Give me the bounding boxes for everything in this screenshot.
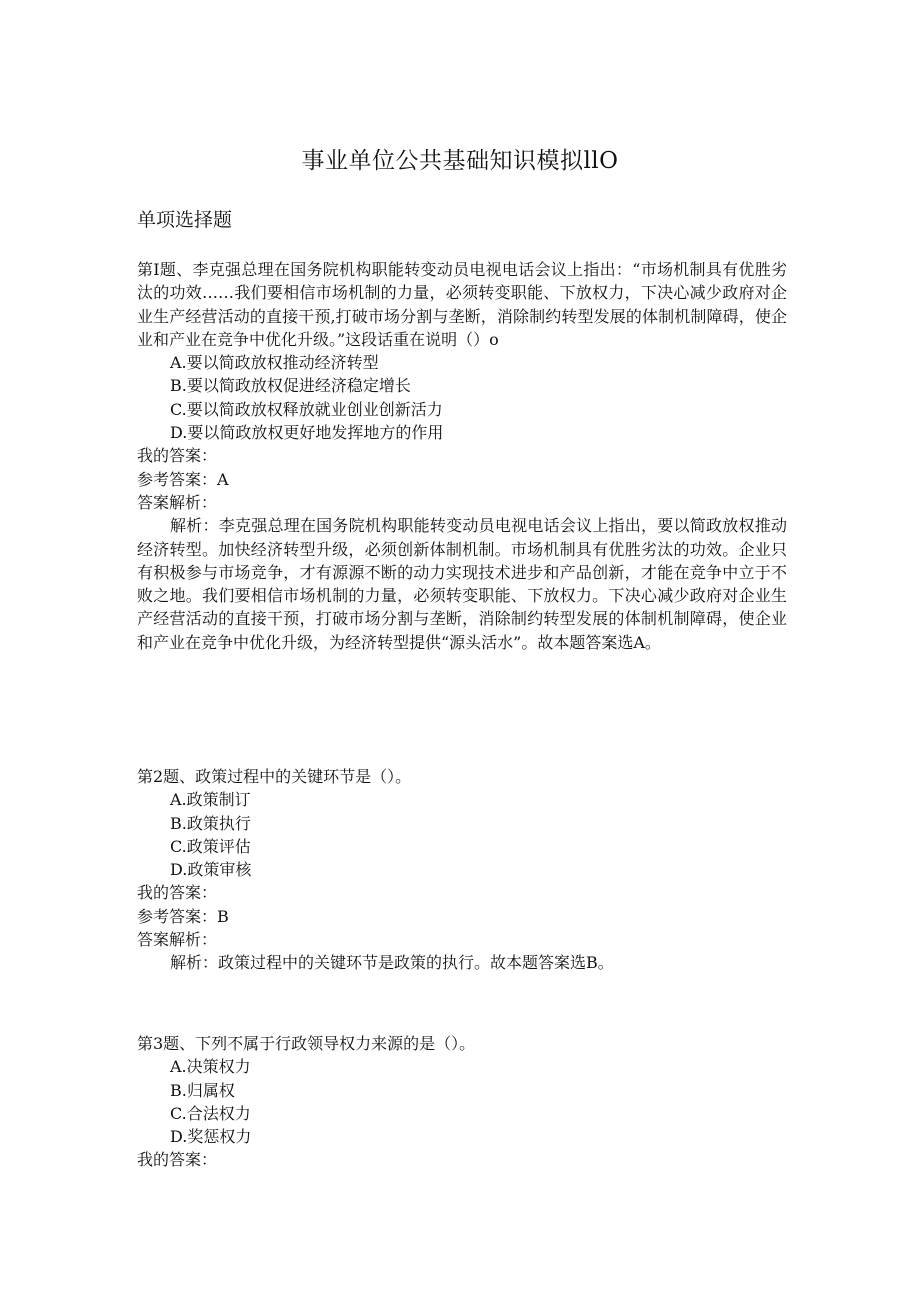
question-2-option-c: C.政策评估 [170,836,251,856]
question-1-reference-answer: 参考答案：A [137,469,229,489]
question-1-option-b: B.要以简政放权促进经济稳定增长 [170,376,411,396]
question-2-analysis-label: 答案解析： [137,930,218,950]
question-1-option-d: D.要以简政放权更好地发挥地方的作用 [170,423,444,443]
question-1-my-answer-label: 我的答案： [137,446,218,466]
question-1-analysis-label: 答案解析： [137,492,218,512]
question-3-option-a: A.决策权力 [170,1057,251,1077]
question-1-option-c: C.要以简政放权释放就业创业创新活力 [170,399,443,419]
question-3-my-answer-label: 我的答案： [137,1150,218,1170]
question-2 [137,765,787,975]
question-2-my-answer-label: 我的答案： [137,883,218,903]
question-3-option-d: D.奖惩权力 [170,1127,252,1147]
question-2-option-d: D.政策审核 [170,860,252,880]
question-2-option-b: B.政策执行 [170,813,251,833]
question-2-option-a: A.政策制订 [170,790,251,810]
question-1-stem: 第I题、李克强总理在国务院机构职能转变动员电视电话会议上指出：“市场机制具有优胜劣汰的功效……我们要相信市场机制的力量，必须转变职能、下放权力，下决心减少政府对企业生产经营活动的直接干预,打破市场分割与垄断，消除制约转型发展的体制机制障碍，使企业和产业在竞争中优化升级。”这段话重在说明（）o [137,260,787,349]
question-3-stem: 第3题、下列不属于行政领导权力来源的是（）。 [137,1034,476,1053]
section-heading: 单项选择题 [137,209,233,231]
question-3 [137,1032,787,1172]
question-2-stem: 第2题、政策过程中的关键环节是（）。 [137,767,412,786]
question-3-option-b: B.归属权 [170,1080,235,1100]
question-3-option-c: C.合法权力 [170,1103,251,1123]
question-1 [137,258,787,654]
question-2-reference-answer: 参考答案：B [137,906,229,926]
question-1-analysis: 解析：李克强总理在国务院机构职能转变动员电视电话会议上指出，要以简政放权推动经济转型。加快经济转型升级，必须创新体制机制。市场机制具有优胜劣汰的功效。企业只有积极参与市场竞争，才有源源不断的动力实现技术进步和产品创新，才能在竞争中立于不败之地。我们要相信市场机制的力量，必须转变职能、下放权力。下决心减少政府对企业生产经营活动的直接干预，打破市场分割与垄断，消除制约转型发展的体制机制障碍，使企业和产业在竞争中优化升级，为经济转型提供“源头活水”。故本题答案选A。 [137,516,787,652]
question-2-analysis: 解析：政策过程中的关键环节是政策的执行。故本题答案选B。 [170,953,614,973]
document-title: 事业单位公共基础知识模拟llO [301,148,619,174]
question-1-option-a: A.要以简政放权推动经济转型 [170,353,379,373]
